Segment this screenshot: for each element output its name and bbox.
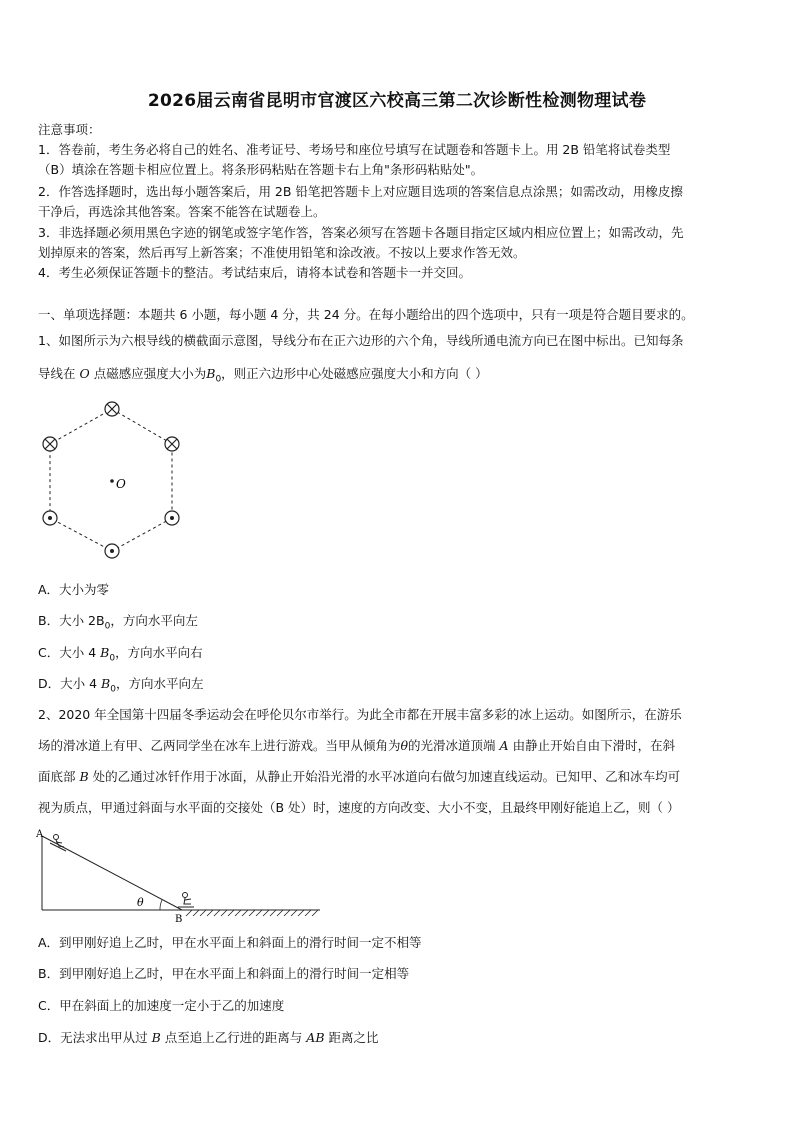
q2-option-d: D．无法求出甲从过 B 点至追上乙行进的距离与 AB 距离之比: [38, 1030, 379, 1045]
notice-line-7: 4．考生必须保证答题卡的整洁。考试结束后，请将本试卷和答题卡一并交回。: [38, 265, 471, 280]
wire-lower-right-dot-icon: [165, 511, 179, 525]
sled-person-a-icon: [50, 835, 66, 852]
q2-line-4: 视为质点，甲通过斜面与水平面的交接处（B 处）时，速度的方向改变、大小不变，且最终甲刚好能追上乙，则（ ）: [38, 800, 680, 815]
wire-bottom-dot-icon: [105, 544, 119, 558]
notice-heading: 注意事项：: [38, 122, 101, 137]
sled-person-b-icon: [178, 893, 194, 908]
wire-lower-left-dot-icon: [43, 511, 57, 525]
wire-top-cross-icon: [105, 402, 119, 416]
point-b-label: B: [175, 914, 183, 925]
q1-option-c: C．大小 4 $B_0$，方向水平向右: [38, 645, 203, 664]
notice-line-2: （B）填涂在答题卡相应位置上。将条形码粘贴在答题卡右上角"条形码粘贴处"。: [38, 162, 484, 177]
angle-theta-label: θ: [137, 896, 144, 909]
q2-line-3: 面底部 B 处的乙通过冰钎作用于冰面，从静止开始沿光滑的水平冰道向右做匀加速直线运动。已知甲、乙和冰车均可: [38, 769, 681, 784]
q2-option-c: C．甲在斜面上的加速度一定小于乙的加速度: [38, 998, 285, 1013]
q1-line-2: 导线在 O 点磁感应强度大小为$B_0$，则正六边形中心处磁感应强度大小和方向（ ）: [38, 366, 488, 385]
notice-line-4: 干净后，再选涂其他答案。答案不能答在试题卷上。: [38, 204, 326, 219]
q2-line-1: 2、2020 年全国第十四届冬季运动会在呼伦贝尔市举行。为此全市都在开展丰富多彩的冰上运动。如图所示，在游乐: [38, 707, 682, 722]
q1-option-d: D．大小 4 $B_0$，方向水平向左: [38, 676, 204, 695]
center-point-icon: [110, 479, 114, 483]
notice-line-6: 划掉原来的答案，然后再写上新答案；不准使用铅笔和涂改液。不按以上要求作答无效。: [38, 245, 526, 260]
section-heading: 一、单项选择题：本题共 6 小题，每小题 4 分，共 24 分。在每小题给出的四个选项中，只有一项是符合题目要求的。: [38, 307, 694, 322]
q2-option-b: B．到甲刚好追上乙时，甲在水平面上和斜面上的滑行时间一定相等: [38, 966, 410, 981]
notice-line-3: 2．作答选择题时，选出每小题答案后，用 2B 铅笔把答题卡上对应题目选项的答案信息点涂黑；如需改动，用橡皮擦: [38, 184, 683, 199]
hexagon-wires-figure: [36, 396, 196, 564]
q1-option-a: A．大小为零: [38, 582, 110, 597]
notice-line-5: 3．非选择题必须用黑色字迹的钢笔或签字笔作答，答案必须写在答题卡各题目指定区域内相应位置上；如需改动，先: [38, 225, 684, 240]
incline-figure: [36, 826, 326, 926]
center-label: O: [116, 477, 126, 491]
wire-upper-right-cross-icon: [165, 437, 179, 451]
q1-option-b: B．大小 $2B_0$，方向水平向左: [38, 613, 198, 632]
q2-option-a: A．到甲刚好追上乙时，甲在水平面上和斜面上的滑行时间一定不相等: [38, 935, 422, 950]
q1-line-1: 1、如图所示为六根导线的横截面示意图，导线分布在正六边形的六个角，导线所通电流方向已在图中标出。已知每条: [38, 333, 684, 348]
wire-upper-left-cross-icon: [43, 437, 57, 451]
exam-title: 2026届云南省昆明市官渡区六校高三第二次诊断性检测物理试卷: [147, 91, 647, 111]
notice-line-1: 1．答卷前，考生务必将自己的姓名、准考证号、考场号和座位号填写在试题卷和答题卡上。用 2B 铅笔将试卷类型: [38, 142, 671, 157]
point-a-label: A: [36, 829, 44, 840]
q2-line-2: 场的滑冰道上有甲、乙两同学坐在冰车上进行游戏。当甲从倾角为θ的光滑冰道顶端 A 由静止开始自由下滑时，在斜: [38, 738, 676, 753]
